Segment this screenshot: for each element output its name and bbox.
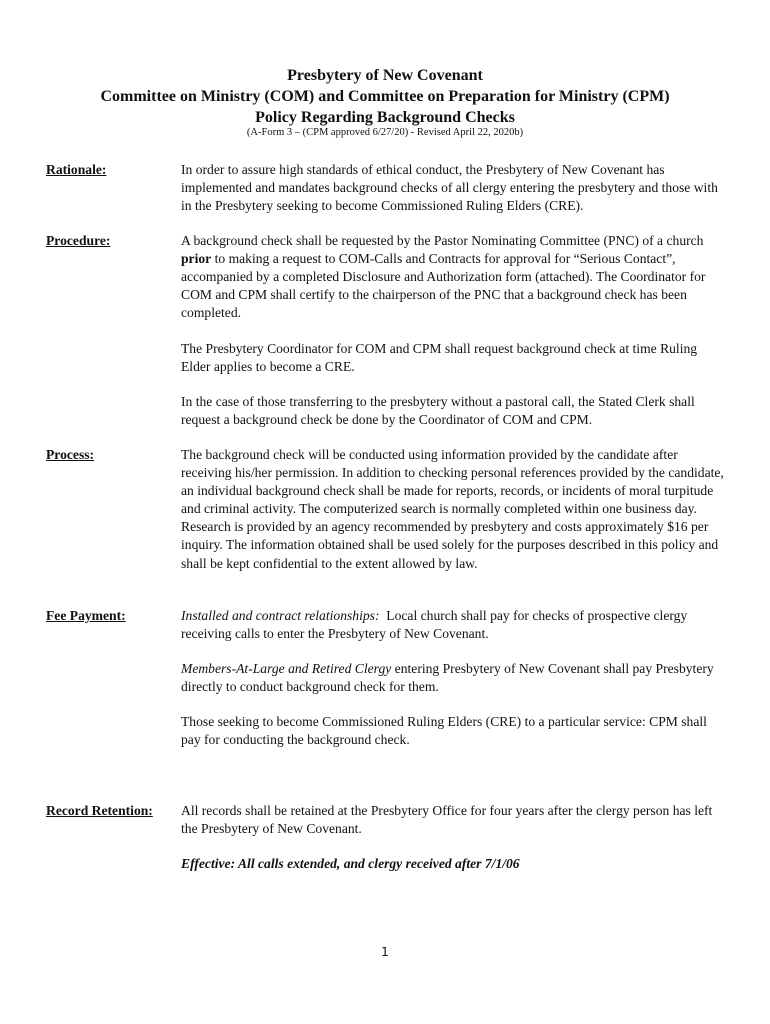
effective-statement: Effective: All calls extended, and clergy received after 7/1/06 <box>181 856 520 871</box>
fee-payment-text-2: entering Presbytery of New Covenant shall pay Presbytery directly to conduct background check for them. <box>181 661 714 695</box>
procedure-text-a: A background check shall be requested by the Pastor Nominating Committee (PNC) of a church <box>181 233 704 248</box>
rationale-paragraph: In order to assure high standards of ethical conduct, the Presbytery of New Covenant has implemented and mandates background checks of all clergy entering the presbytery and those with in the Presbytery seeking to become Commissioned Ruling Elders (CRE). <box>181 162 718 214</box>
fee-payment-paragraph-2 <box>181 660 729 696</box>
section-label-fee-payment: Fee Payment: <box>46 608 126 623</box>
record-retention-paragraph: All records shall be retained at the Presbytery Office for four years after the clergy person has left the Presbytery of New Covenant. <box>181 803 713 837</box>
document-committee-title: Committee on Ministry (COM) and Committee on Preparation for Ministry (CPM) <box>100 88 670 105</box>
document-subtitle: (A-Form 3 – (CPM approved 6/27/20) - Revised April 22, 2020b) <box>246 127 524 138</box>
section-label-process: Process: <box>46 447 95 462</box>
document-title: Presbytery of New Covenant <box>287 67 483 84</box>
process-paragraph: The background check will be conducted using information provided by the candidate after receiving his/her permission. In addition to checking personal references provided by the candidate, an individual background check shall be made for reports, records, or incidents of moral turpitude and criminal activity. The computerized search is normally completed within one business day. Research is provided by an agency recommended by presbytery and costs approximately $16 per inquiry. The information obtained shall be used solely for the purposes described in this policy and shall be kept confidential to the extent allowed by law. <box>181 447 724 571</box>
procedure-paragraph-1 <box>181 232 729 322</box>
section-label-rationale: Rationale: <box>46 162 107 177</box>
procedure-text-b: to making a request to COM-Calls and Contracts for approval for “Serious Contact”, accompanied by a completed Disclosure and Authorization form (attached). The Coordinator for COM and CPM shall certify to the chairperson of the PNC that a background check has been completed. <box>181 251 706 321</box>
fee-payment-text-1: Local church shall pay for checks of prospective clergy receiving calls to enter the Presbytery of New Covenant. <box>181 608 691 642</box>
procedure-paragraph-2: The Presbytery Coordinator for COM and CPM shall request background check at time Ruling Elder applies to become a CRE. <box>181 341 698 375</box>
section-label-procedure: Procedure: <box>46 233 111 248</box>
fee-payment-paragraph-1 <box>181 607 729 643</box>
fee-payment-paragraph-3: Those seeking to become Commissioned Ruling Elders (CRE) to a particular service: CPM shall pay for conducting the background check. <box>181 714 707 748</box>
fee-payment-italic-heading-1: Installed and contract relationships: <box>181 608 380 623</box>
fee-payment-italic-heading-2: Members-At-Large and Retired Clergy <box>181 661 392 676</box>
procedure-paragraph-3: In the case of those transferring to the presbytery without a pastoral call, the Stated Clerk shall request a background check be done by the Coordinator of COM and CPM. <box>181 394 695 428</box>
page-number: 1 <box>381 945 389 959</box>
document-policy-title: Policy Regarding Background Checks <box>255 109 515 126</box>
procedure-emphasis-prior: prior <box>181 251 212 267</box>
section-label-record-retention: Record Retention: <box>46 803 153 818</box>
